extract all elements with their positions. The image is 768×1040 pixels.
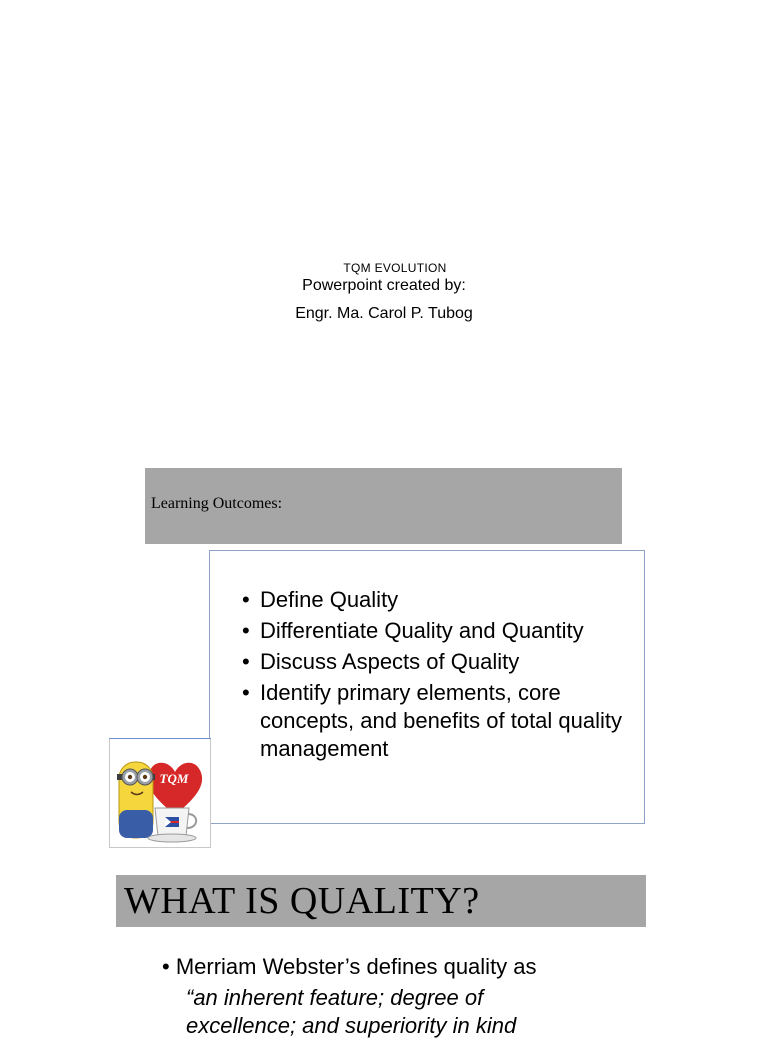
list-item	[242, 586, 642, 614]
outcome-text: Identify primary elements, core concepts, and benefits of total quality management	[260, 680, 623, 761]
document-title: TQM EVOLUTION	[343, 261, 447, 275]
bullet-mark: •	[242, 587, 250, 612]
learning-outcomes-heading: Learning Outcomes:	[151, 495, 283, 512]
definition-quote-line-1: “an inherent feature; degree of	[186, 985, 484, 1010]
list-item	[242, 617, 642, 645]
author-name: Engr. Ma. Carol P. Tubog	[295, 305, 473, 322]
outcome-text: Discuss Aspects of Quality	[260, 649, 520, 674]
outcome-text: Define Quality	[260, 587, 399, 612]
learning-outcomes-list	[242, 586, 642, 766]
bullet-mark: •	[162, 954, 170, 979]
section-title: WHAT IS QUALITY?	[124, 880, 480, 922]
minion-tqm-heart-mug-icon	[109, 738, 211, 848]
definition-lead: Merriam Webster’s defines quality as	[175, 954, 537, 979]
list-item	[242, 648, 642, 676]
logo-graphic	[109, 738, 211, 848]
learning-outcomes-box	[209, 550, 645, 824]
learning-outcomes-banner	[145, 468, 622, 544]
bullet-mark: •	[242, 680, 250, 705]
bullet-mark: •	[242, 618, 250, 643]
logo-heart-text: TQM	[159, 771, 189, 786]
created-by-label: Powerpoint created by:	[302, 277, 466, 294]
what-is-quality-banner	[116, 875, 646, 927]
outcome-text: Differentiate Quality and Quantity	[260, 618, 584, 643]
bullet-mark: •	[242, 649, 250, 674]
definition-bullet	[162, 953, 537, 981]
list-item	[242, 679, 642, 763]
definition-quote-line-2: excellence; and superiority in kind	[186, 1013, 517, 1038]
